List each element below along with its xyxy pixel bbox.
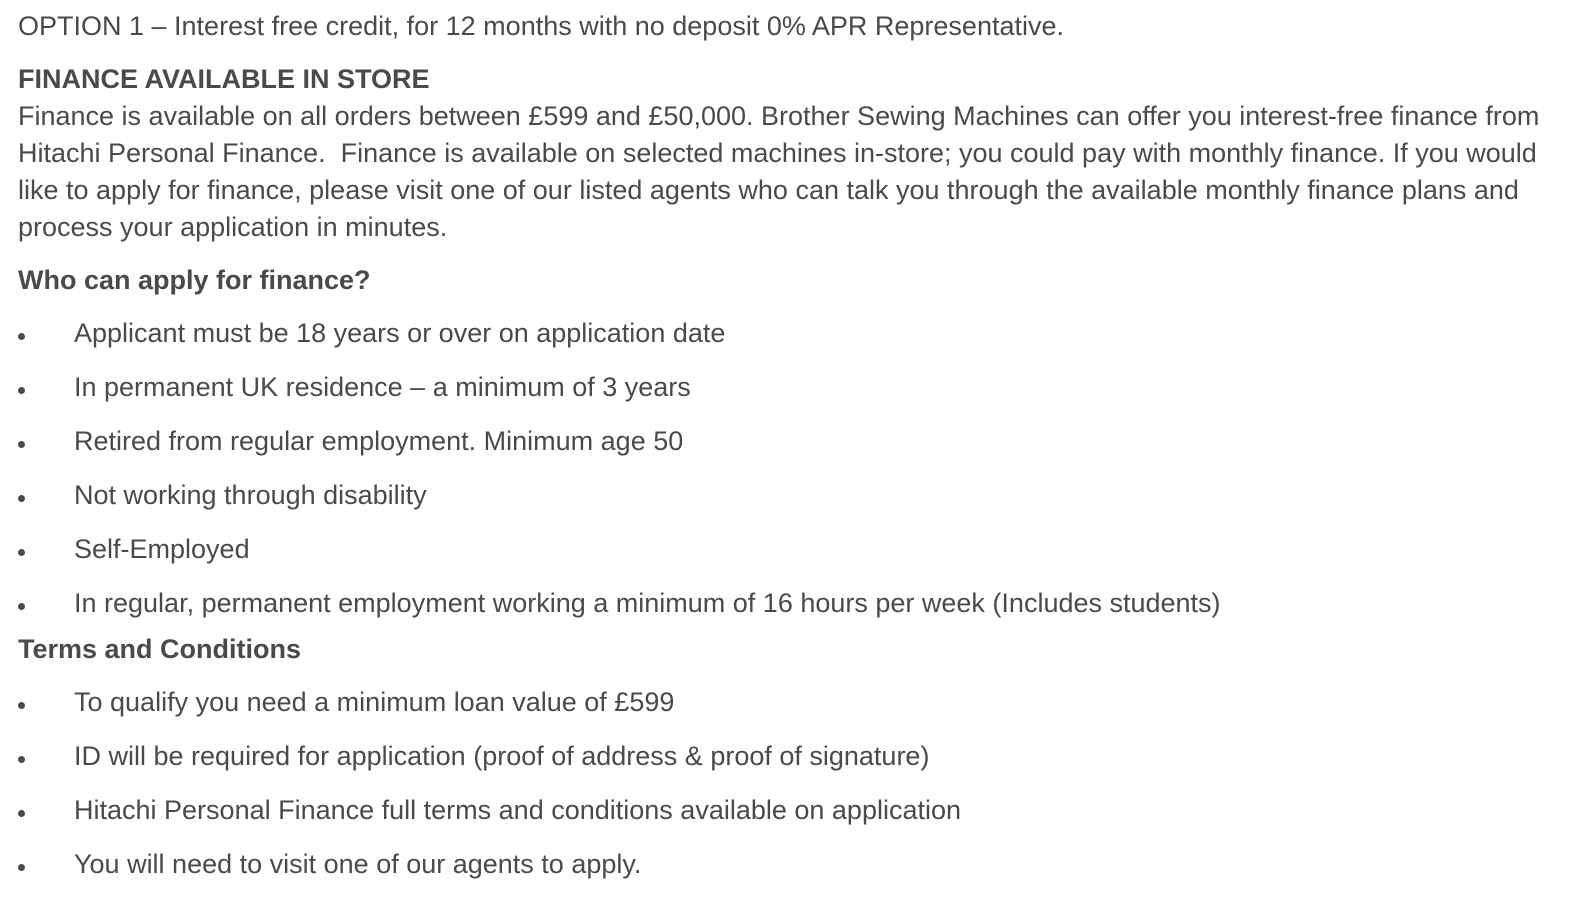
- list-item-text: Hitachi Personal Finance full terms and conditions available on application: [74, 795, 962, 825]
- list-item: [18, 307, 1558, 361]
- list-item: [18, 784, 1558, 838]
- bullet-dot-icon: [18, 702, 25, 709]
- finance-heading: FINANCE AVAILABLE IN STORE: [18, 64, 430, 94]
- bullet-dot-icon: [18, 549, 25, 556]
- list-item: [18, 676, 1558, 730]
- terms-list: [18, 676, 1558, 892]
- list-item-text: To qualify you need a minimum loan value of £599: [74, 687, 675, 717]
- who-can-apply-heading: Who can apply for finance?: [18, 265, 371, 295]
- bullet-dot-icon: [18, 441, 25, 448]
- list-item: [18, 730, 1558, 784]
- list-item-text: In permanent UK residence – a minimum of 3 years: [74, 372, 691, 402]
- list-item: [18, 838, 1558, 892]
- list-item: [18, 577, 1558, 631]
- bullet-dot-icon: [18, 603, 25, 610]
- list-item: [18, 415, 1558, 469]
- list-item-text: Retired from regular employment. Minimum age 50: [74, 426, 684, 456]
- bullet-dot-icon: [18, 495, 25, 502]
- bullet-dot-icon: [18, 756, 25, 763]
- list-item-text: In regular, permanent employment working a minimum of 16 hours per week (Includes students): [74, 588, 1221, 618]
- bullet-dot-icon: [18, 333, 25, 340]
- list-item-text: Self-Employed: [74, 534, 250, 564]
- list-item: [18, 523, 1558, 577]
- option-line: OPTION 1 – Interest free credit, for 12 months with no deposit 0% APR Representative.: [18, 11, 1064, 41]
- bullet-dot-icon: [18, 864, 25, 871]
- list-item: [18, 469, 1558, 523]
- who-can-apply-list: [18, 307, 1558, 631]
- list-item-text: ID will be required for application (proof of address & proof of signature): [74, 741, 930, 771]
- list-item: [18, 361, 1558, 415]
- bullet-dot-icon: [18, 387, 25, 394]
- list-item-text: Not working through disability: [74, 480, 427, 510]
- list-item-text: Applicant must be 18 years or over on application date: [74, 318, 726, 348]
- finance-paragraph: Finance is available on all orders between £599 and £50,000. Brother Sewing Machines can offer you interest-free finance from Hitachi Personal Finance. Finance is available on selected machines in-store; you could pay with monthly finance. If you would like to apply for finance, please visit one of our listed agents who can talk you through the available monthly finance plans and process your application in minutes.: [18, 101, 1547, 242]
- bullet-dot-icon: [18, 810, 25, 817]
- terms-heading: Terms and Conditions: [18, 634, 302, 664]
- list-item-text: You will need to visit one of our agents to apply.: [74, 849, 642, 879]
